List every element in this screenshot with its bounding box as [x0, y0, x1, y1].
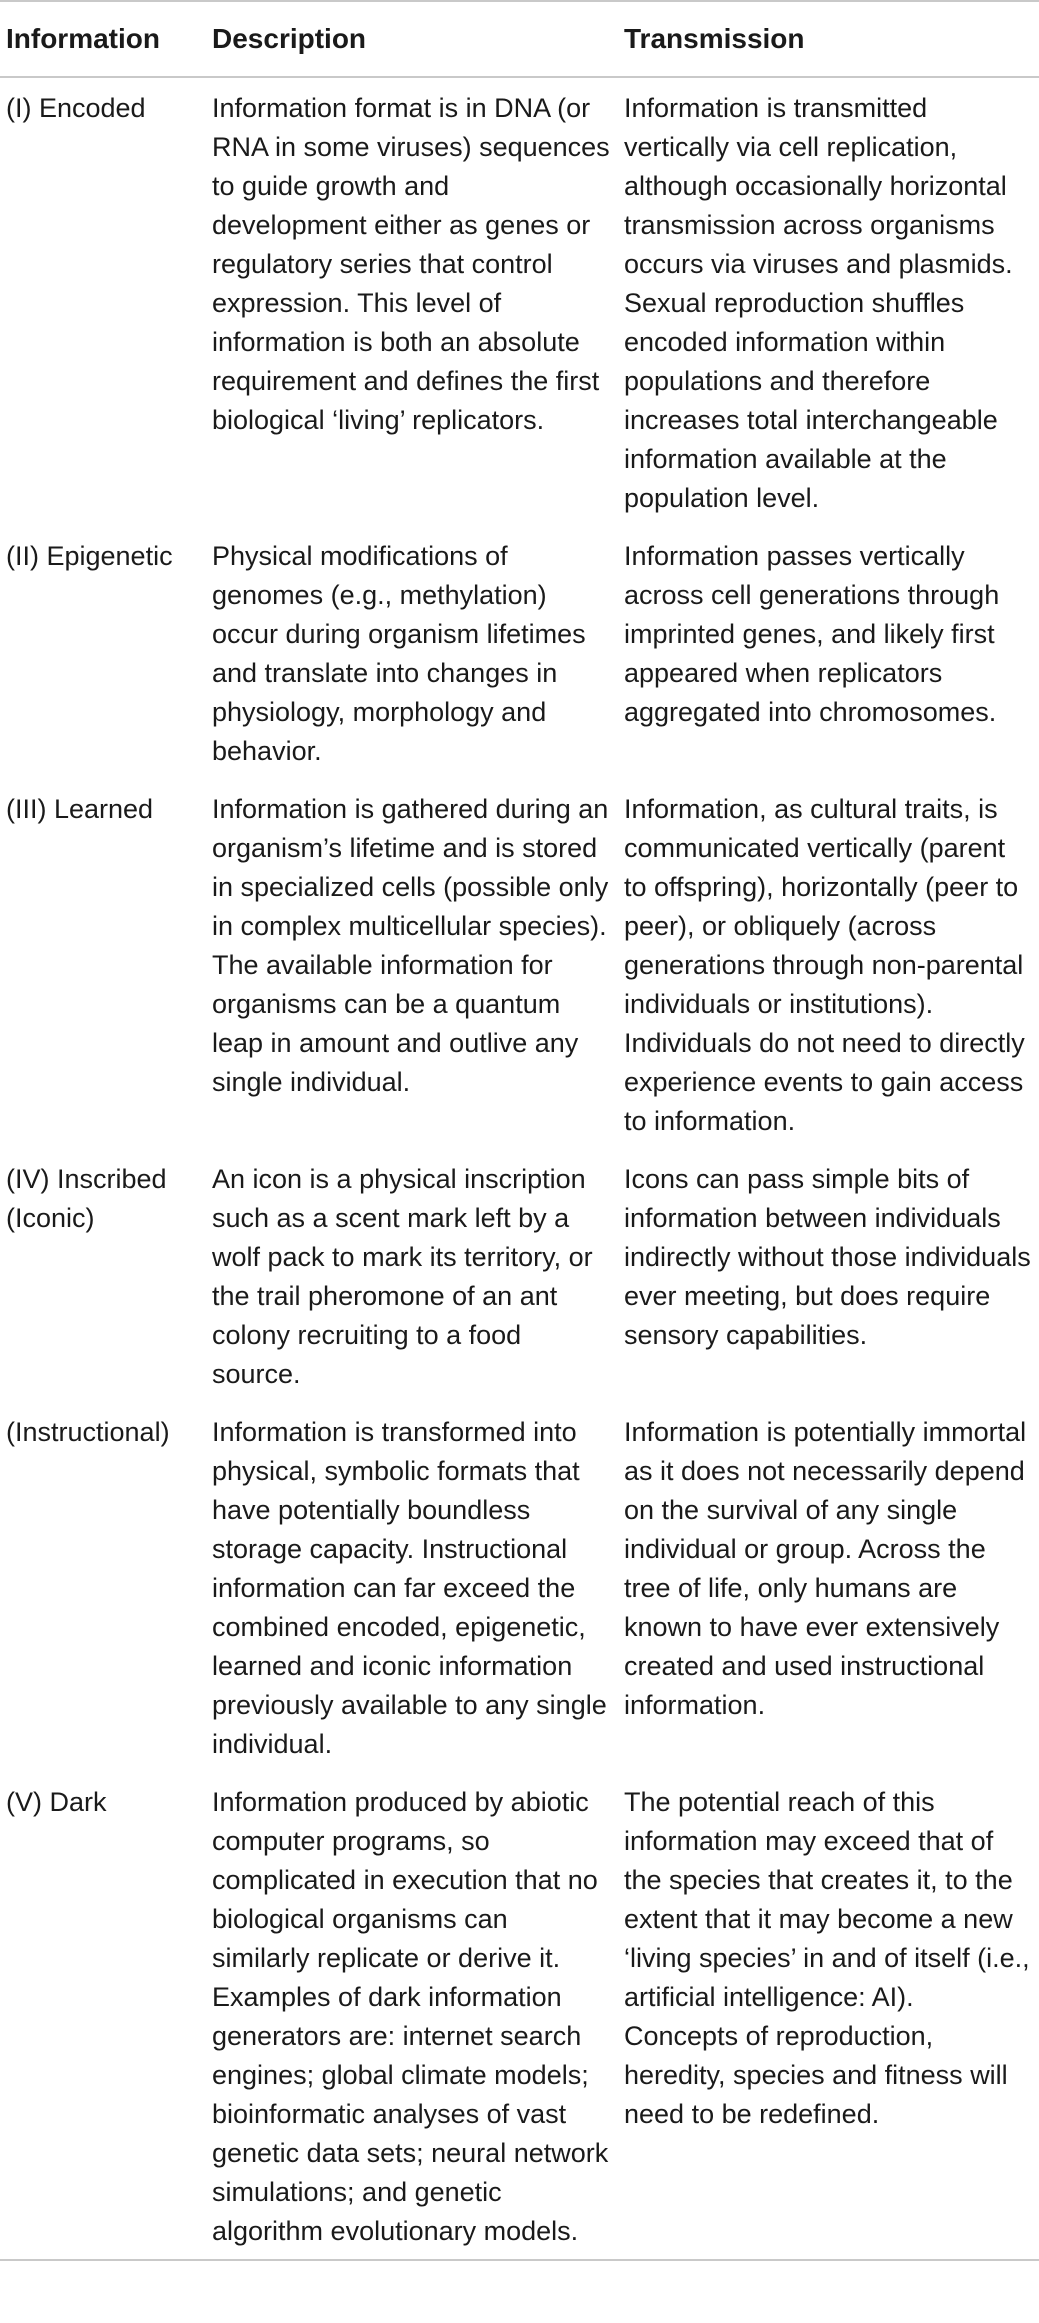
table-row — [0, 779, 1039, 1149]
header-information: Information — [6, 23, 160, 54]
row-information: (III) Learned — [6, 794, 154, 824]
table-row — [0, 526, 1039, 779]
row-description: An icon is a physical inscription such as a scent mark left by a wolf pack to mark its territory, or the trail pheromone of an ant colony recruiting to a food source. — [212, 1164, 593, 1389]
row-description: Information produced by abiotic computer programs, so complicated in execution that no biological organisms can similarly replicate or derive it. Examples of dark information generators are: internet search engines; global climate models; bioinformatic analyses of vast genetic data sets; neural network simulations; and genetic algorithm evolutionary models. — [212, 1787, 609, 2246]
row-information: (IV) Inscribed (Iconic) — [6, 1164, 167, 1233]
table-header — [0, 1, 1039, 77]
row-information: (II) Epigenetic — [6, 541, 173, 571]
table-row — [0, 1149, 1039, 1402]
row-transmission: Information is potentially immortal as it does not necessarily depend on the survival of any single individual or group. Across the tree of life, only humans are known to have ever extensively created and used instructional information. — [624, 1417, 1027, 1720]
row-transmission: Information passes vertically across cell generations through imprinted genes, and likely first appeared when replicators aggregated into chromosomes. — [624, 541, 1000, 727]
row-information: (Instructional) — [6, 1417, 170, 1447]
table-row — [0, 1402, 1039, 1772]
header-transmission: Transmission — [624, 23, 805, 54]
row-description: Physical modifications of genomes (e.g., methylation) occur during organism lifetimes and translate into changes in physiology, morphology and behavior. — [212, 541, 586, 766]
row-transmission: Information, as cultural traits, is communicated vertically (parent to offspring), horizontally (peer to peer), or obliquely (across generations through non-parental individuals or institutions). Individuals do not need to directly experience events to gain access to information. — [624, 794, 1025, 1136]
row-transmission: The potential reach of this information may exceed that of the species that creates it, to the extent that it may become a new ‘living species’ in and of itself (i.e., artificial intelligence: AI). Concepts of reproduction, heredity, species and fitness will need to be redefined. — [624, 1787, 1030, 2129]
row-description: Information is gathered during an organism’s lifetime and is stored in specialized cells (possible only in complex multicellular species). The available information for organisms can be a quantum leap in amount and outlive any single individual. — [212, 794, 609, 1097]
table-body — [0, 77, 1039, 2260]
table-row — [0, 1772, 1039, 2260]
table-row — [0, 77, 1039, 526]
row-description: Information format is in DNA (or RNA in some viruses) sequences to guide growth and development either as genes or regulatory series that control expression. This level of information is both an absolute requirement and defines the first biological ‘living’ replicators. — [212, 93, 610, 435]
header-description: Description — [212, 23, 367, 54]
header-row — [0, 1, 1039, 77]
row-transmission: Icons can pass simple bits of information between individuals indirectly without those individuals ever meeting, but does require sensory capabilities. — [624, 1164, 1031, 1350]
row-transmission: Information is transmitted vertically via cell replication, although occasionally horizontal transmission across organisms occurs via viruses and plasmids. Sexual reproduction shuffles encoded information within populations and therefore increases total interchangeable information available at the population level. — [624, 93, 1013, 513]
row-information: (V) Dark — [6, 1787, 107, 1817]
row-information: (I) Encoded — [6, 93, 146, 123]
row-description: Information is transformed into physical, symbolic formats that have potentially boundless storage capacity. Instructional information can far exceed the combined encoded, epigenetic, learned and iconic information previously available to any single individual. — [212, 1417, 607, 1759]
